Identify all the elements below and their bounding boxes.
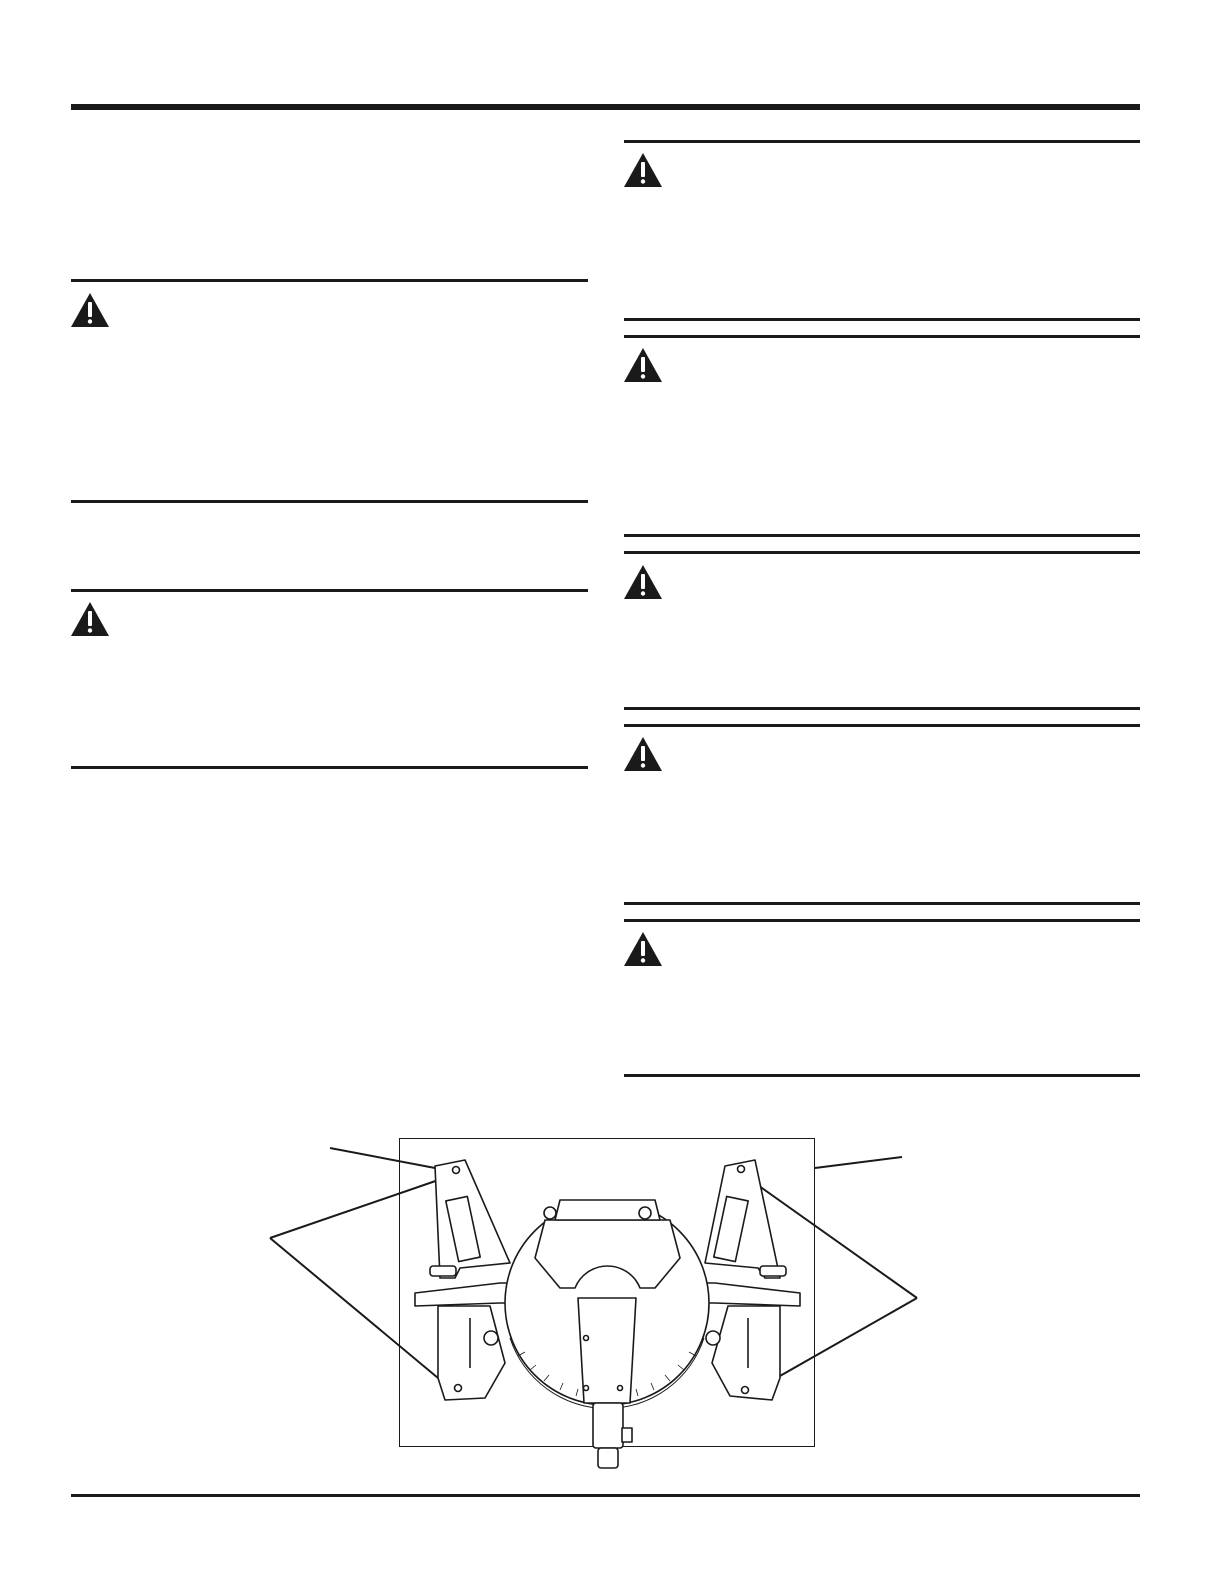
left-section-rule-3 [71,589,588,592]
warning-triangle-icon [623,347,663,383]
warning-triangle-icon [623,736,663,772]
mounting-hole-callout [270,1238,450,1388]
right-section-rule-6 [624,1074,1140,1077]
right-section-rule-4a [624,707,1140,710]
warning-triangle-icon [70,601,110,637]
base-callout [330,1148,435,1168]
warning-triangle-icon [623,152,663,188]
footer-rule [71,1494,1140,1497]
header-rule [71,104,1140,110]
right-section-rule-5b [624,919,1140,922]
right-section-rule-2b [624,335,1140,338]
right-section-rule-5a [624,902,1140,905]
right-section-rule-4b [624,724,1140,727]
base-callout [815,1157,902,1168]
right-section-rule-1 [624,140,1140,143]
left-section-rule-4 [71,766,588,769]
left-section-rule-1 [71,279,588,282]
warning-triangle-icon [70,292,110,328]
right-section-rule-2a [624,318,1140,321]
right-section-rule-3a [624,534,1140,537]
warning-triangle-icon [623,931,663,967]
miter-saw-illustration [260,1138,960,1488]
left-section-rule-2 [71,500,588,503]
mounting-hole-callout [270,1176,450,1238]
right-section-rule-3b [624,551,1140,554]
warning-triangle-icon [623,564,663,600]
